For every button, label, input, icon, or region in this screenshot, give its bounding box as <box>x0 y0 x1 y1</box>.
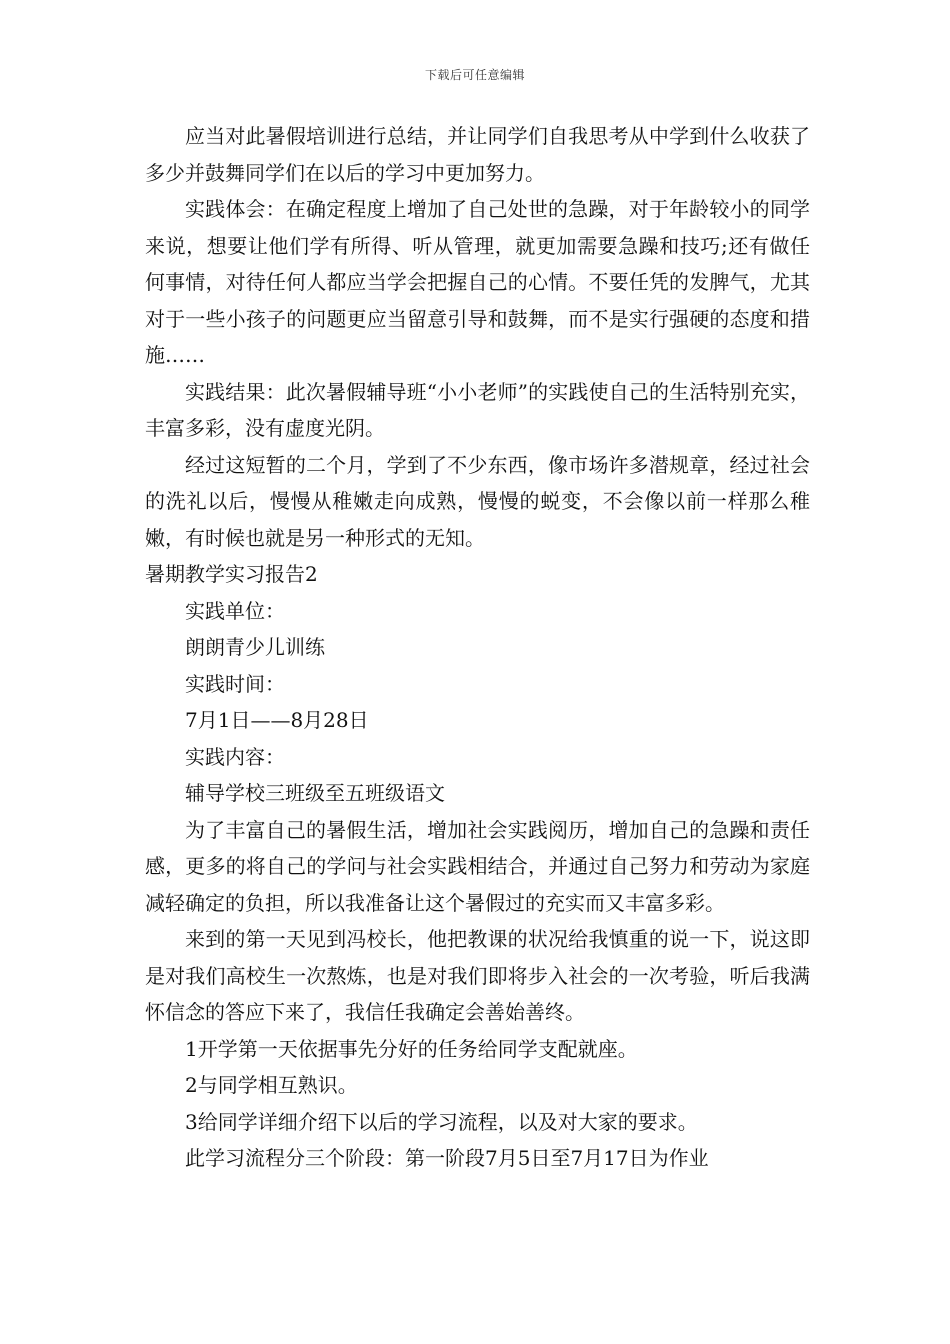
value-practice-time: 7月1日——8月28日 <box>185 708 369 732</box>
list-item-3: 3给同学详细介绍下以后的学习流程，以及对大家的要求。 <box>185 1109 698 1134</box>
paragraph-first-day: 来到的第一天见到冯校长，他把教课的状况给我慎重的说一下，说这即是对我们高校生一次熬炼，也是对我们即将步入社会的一次考验，听后我满怀信念的答应下来了，我信任我确定会善始善终。 <box>145 927 810 1024</box>
paragraph-reflection: 经过这短暂的二个月，学到了不少东西，像市场许多潜规章，经过社会的洗礼以后，慢慢从稚嫩走向成熟，慢慢的蜕变，不会像以前一样那么稚嫩，有时候也就是另一种形式的无知。 <box>145 452 810 550</box>
page-header: 下载后可任意编辑 <box>424 68 525 82</box>
paragraph-result: 实践结果：此次暑假辅导班“小小老师”的实践使自己的生活特别充实，丰富多彩，没有虚度光阴。 <box>145 379 810 440</box>
section-title: 暑期教学实习报告2 <box>145 562 318 586</box>
paragraph-purpose: 为了丰富自己的暑假生活，增加社会实践阅历，增加自己的急躁和责任感，更多的将自己的学问与社会实践相结合，并通过自己努力和劳动为家庭减轻确定的负担，所以我准备让这个暑假过的充实而又丰富多彩。 <box>145 817 810 915</box>
paragraph-summary: 应当对此暑假培训进行总结，并让同学们自我思考从中学到什么收获了多少并鼓舞同学们在以后的学习中更加努力。 <box>145 124 810 185</box>
paragraph-stages: 此学习流程分三个阶段：第一阶段7月5日至7月17日为作业 <box>185 1146 709 1170</box>
value-practice-unit: 朗朗青少儿训练 <box>185 635 325 659</box>
label-practice-content: 实践内容： <box>185 744 285 769</box>
list-item-1: 1开学第一天依据事先分好的任务给同学支配就座。 <box>185 1036 638 1061</box>
label-practice-unit: 实践单位： <box>185 598 285 623</box>
value-practice-content: 辅导学校三班级至五班级语文 <box>185 781 445 805</box>
list-item-2: 2与同学相互熟识。 <box>185 1073 358 1097</box>
label-practice-time: 实践时间： <box>185 671 285 696</box>
document-body <box>145 118 810 1177</box>
paragraph-experience: 实践体会：在确定程度上增加了自己处世的急躁，对于年龄较小的同学来说，想要让他们学有所得、听从管理，就更加需要急躁和技巧;还有做任何事情，对待任何人都应当学会把握自己的心情。不要任凭的发脾气，尤其对于一些小孩子的问题更应当留意引导和鼓舞，而不是实行强硬的态度和措施…… <box>145 197 810 367</box>
